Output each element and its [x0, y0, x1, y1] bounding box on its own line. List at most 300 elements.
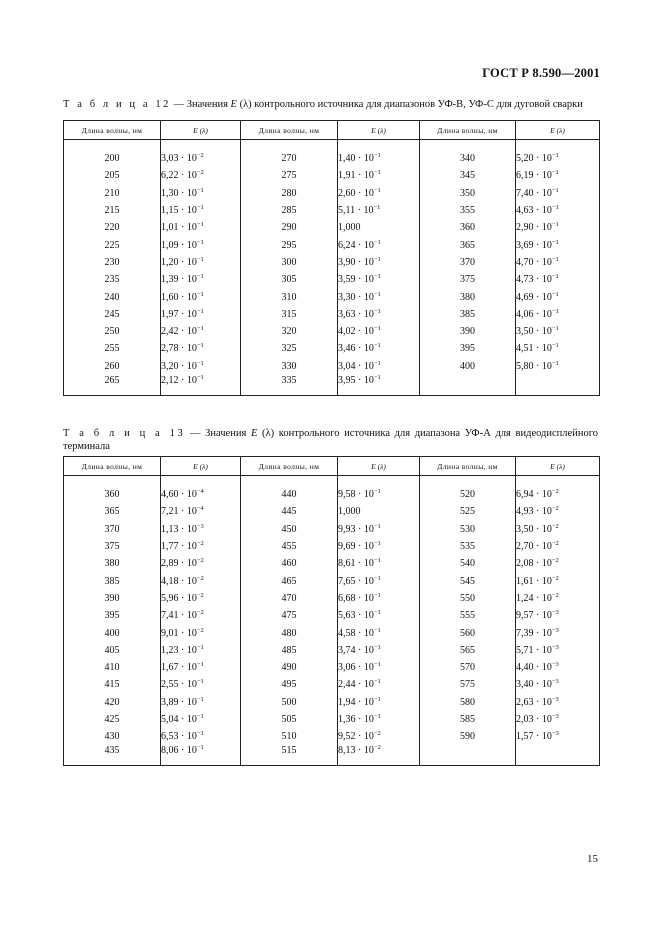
e-lambda-cell — [161, 358, 241, 375]
table-row — [64, 607, 600, 624]
wavelength-cell: 305 — [241, 271, 338, 288]
e-lambda-cell — [338, 745, 420, 766]
e-lambda-cell — [338, 219, 420, 236]
e-lambda-cell — [338, 254, 420, 271]
e-lambda-cell — [338, 694, 420, 711]
e-lambda-exponent: −1 — [196, 695, 204, 703]
e-lambda-mantissa: 7,40 · 10 — [516, 187, 552, 199]
e-lambda-mantissa: 3,04 · 10 — [338, 360, 374, 372]
table-row — [64, 521, 600, 538]
e-lambda-exponent: −2 — [373, 744, 381, 752]
e-lambda-cell — [161, 711, 241, 728]
spacer-cell — [338, 476, 420, 487]
e-lambda-exponent: −2 — [196, 152, 204, 160]
e-lambda-exponent: −2 — [196, 169, 204, 177]
wavelength-cell: 475 — [241, 607, 338, 624]
e-lambda-cell — [161, 555, 241, 572]
e-lambda-mantissa: 4,18 · 10 — [161, 575, 197, 587]
e-lambda-exponent: −1 — [196, 273, 204, 281]
wavelength-cell: 275 — [241, 167, 338, 184]
e-lambda-mantissa: 6,22 · 10 — [161, 170, 197, 182]
wavelength-cell: 270 — [241, 150, 338, 167]
e-lambda-cell — [161, 202, 241, 219]
wavelength-cell: 480 — [241, 624, 338, 641]
e-lambda-mantissa: 2,03 · 10 — [516, 714, 552, 725]
e-lambda-exponent: −1 — [373, 238, 381, 246]
wavelength-cell: 545 — [420, 572, 516, 589]
spacer-cell — [161, 140, 241, 151]
e-lambda-exponent: −2 — [196, 557, 204, 565]
wavelength-cell: 210 — [64, 185, 161, 202]
e-lambda-cell — [338, 659, 420, 676]
e-lambda-cell — [516, 323, 600, 340]
e-lambda-mantissa: 6,24 · 10 — [338, 239, 374, 251]
e-lambda-cell — [338, 271, 420, 288]
wavelength-cell: 220 — [64, 219, 161, 236]
e-lambda-exponent: −1 — [196, 204, 204, 212]
e-lambda-mantissa: 6,53 · 10 — [161, 731, 197, 743]
wavelength-cell: 375 — [420, 271, 516, 288]
e-lambda-exponent: −4 — [196, 505, 204, 513]
wavelength-cell — [420, 375, 516, 396]
e-lambda-cell — [161, 503, 241, 520]
e-lambda-cell — [338, 728, 420, 745]
wavelength-cell: 505 — [241, 711, 338, 728]
e-lambda-cell — [338, 323, 420, 340]
e-lambda-cell — [338, 486, 420, 503]
e-lambda-mantissa: 1,39 · 10 — [161, 274, 197, 286]
e-lambda-exponent: −1 — [196, 359, 204, 367]
e-lambda-mantissa: 1,01 · 10 — [161, 222, 197, 234]
wavelength-cell: 375 — [64, 538, 161, 555]
e-lambda-exponent: −1 — [551, 342, 559, 350]
e-lambda-cell — [516, 288, 600, 305]
table-12-caption — [63, 98, 598, 111]
e-lambda-exponent: −3 — [551, 730, 559, 738]
wavelength-cell: 410 — [64, 659, 161, 676]
e-lambda-cell — [516, 236, 600, 253]
e-lambda-mantissa: 1,000 — [338, 506, 361, 518]
table-body — [64, 140, 600, 396]
table-row — [64, 676, 600, 693]
e-lambda-exponent: −3 — [551, 695, 559, 703]
table-12-label: Т а б л и ц а 12 — [63, 99, 172, 110]
wavelength-cell: 310 — [241, 288, 338, 305]
e-lambda-exponent: −1 — [196, 744, 204, 752]
wavelength-cell: 250 — [64, 323, 161, 340]
e-lambda-cell — [338, 607, 420, 624]
column-header-wavelength: Длина волны, нм — [241, 121, 338, 140]
e-lambda-exponent: −2 — [551, 557, 559, 565]
e-lambda-cell — [516, 624, 600, 641]
table-13 — [63, 456, 600, 766]
e-lambda-mantissa: 9,58 · 10 — [338, 489, 374, 501]
wavelength-cell: 395 — [420, 340, 516, 357]
e-lambda-cell — [161, 150, 241, 167]
table-row — [64, 694, 600, 711]
e-lambda-cell — [161, 642, 241, 659]
e-lambda-exponent: −1 — [196, 290, 204, 298]
e-lambda-mantissa: 4,51 · 10 — [516, 343, 552, 355]
e-lambda-cell — [161, 219, 241, 236]
wavelength-cell — [420, 745, 516, 766]
e-lambda-mantissa: 2,63 · 10 — [516, 696, 552, 708]
spacer-cell — [241, 476, 338, 487]
e-lambda-cell — [338, 676, 420, 693]
e-lambda-cell — [338, 375, 420, 396]
wavelength-cell: 460 — [241, 555, 338, 572]
column-header-wavelength: Длина волны, нм — [241, 457, 338, 476]
e-lambda-exponent: −2 — [551, 488, 559, 496]
e-lambda-cell — [338, 572, 420, 589]
e-lambda-mantissa: 3,90 · 10 — [338, 256, 374, 268]
e-lambda-mantissa: 8,13 · 10 — [338, 745, 374, 757]
table-row — [64, 254, 600, 271]
e-lambda-exponent: −1 — [373, 342, 381, 350]
e-lambda-cell — [161, 185, 241, 202]
e-lambda-mantissa: 7,39 · 10 — [516, 627, 552, 639]
wavelength-cell: 395 — [64, 607, 161, 624]
wavelength-cell: 430 — [64, 728, 161, 745]
wavelength-cell: 585 — [420, 711, 516, 728]
e-lambda-exponent: −3 — [551, 626, 559, 634]
e-lambda-cell — [338, 624, 420, 641]
wavelength-cell: 225 — [64, 236, 161, 253]
e-lambda-exponent: −1 — [373, 574, 381, 582]
table-row — [64, 486, 600, 503]
e-lambda-exponent: −2 — [551, 591, 559, 599]
e-lambda-cell — [516, 572, 600, 589]
wavelength-cell: 230 — [64, 254, 161, 271]
e-lambda-exponent: −2 — [551, 540, 559, 548]
wavelength-cell: 365 — [420, 236, 516, 253]
e-lambda-cell — [516, 711, 600, 728]
e-lambda-exponent: −1 — [551, 238, 559, 246]
wavelength-cell: 360 — [420, 219, 516, 236]
e-lambda-cell — [161, 745, 241, 766]
wavelength-cell: 450 — [241, 521, 338, 538]
e-lambda-exponent: −3 — [551, 609, 559, 617]
e-lambda-cell — [338, 538, 420, 555]
spacer-cell — [420, 140, 516, 151]
e-lambda-mantissa: 4,40 · 10 — [516, 662, 552, 674]
wavelength-cell: 420 — [64, 694, 161, 711]
e-lambda-exponent: −1 — [373, 152, 381, 160]
e-lambda-cell — [516, 486, 600, 503]
wavelength-cell: 565 — [420, 642, 516, 659]
wavelength-cell: 285 — [241, 202, 338, 219]
e-lambda-exponent: −3 — [551, 661, 559, 669]
table-row — [64, 202, 600, 219]
e-lambda-mantissa: 2,78 · 10 — [161, 343, 197, 355]
e-lambda-exponent: −1 — [373, 540, 381, 548]
e-lambda-cell — [338, 521, 420, 538]
e-lambda-cell — [161, 607, 241, 624]
wavelength-cell: 465 — [241, 572, 338, 589]
e-lambda-cell — [161, 728, 241, 745]
e-lambda-exponent: −1 — [196, 643, 204, 651]
e-lambda-mantissa: 1,000 — [338, 222, 361, 234]
e-lambda-cell — [516, 642, 600, 659]
wavelength-cell: 320 — [241, 323, 338, 340]
e-lambda-exponent: −1 — [373, 643, 381, 651]
e-lambda-exponent: −1 — [373, 678, 381, 686]
wavelength-cell: 350 — [420, 185, 516, 202]
e-lambda-cell — [161, 375, 241, 396]
e-lambda-cell — [516, 185, 600, 202]
e-lambda-mantissa: 2,12 · 10 — [161, 374, 197, 386]
table-row — [64, 271, 600, 288]
wavelength-cell: 415 — [64, 676, 161, 693]
column-header-e-lambda: E (λ) — [161, 121, 241, 140]
wavelength-cell: 440 — [241, 486, 338, 503]
wavelength-cell: 380 — [64, 555, 161, 572]
e-lambda-cell — [161, 694, 241, 711]
e-lambda-exponent: −1 — [373, 626, 381, 634]
table-row — [64, 728, 600, 745]
wavelength-cell: 515 — [241, 745, 338, 766]
e-lambda-exponent: −2 — [196, 540, 204, 548]
e-lambda-mantissa: 8,06 · 10 — [161, 745, 197, 757]
e-lambda-cell — [161, 323, 241, 340]
e-lambda-mantissa: 2,42 · 10 — [161, 326, 197, 338]
column-header-e-lambda: E (λ) — [516, 457, 600, 476]
e-lambda-cell — [161, 340, 241, 357]
e-lambda-exponent: −1 — [373, 609, 381, 617]
table-row — [64, 323, 600, 340]
e-lambda-mantissa: 1,30 · 10 — [161, 187, 197, 199]
e-lambda-cell — [516, 538, 600, 555]
e-lambda-exponent: −1 — [373, 169, 381, 177]
wavelength-cell: 400 — [64, 624, 161, 641]
e-lambda-mantissa: 1,77 · 10 — [161, 541, 197, 553]
wavelength-cell: 535 — [420, 538, 516, 555]
e-lambda-exponent: −1 — [373, 713, 381, 720]
e-lambda-exponent: −1 — [196, 661, 204, 669]
e-lambda-mantissa: 2,08 · 10 — [516, 558, 552, 570]
table-12-caption-text-after: (λ) контрольного источника для диапазонов УФ-В, УФ-С для дуговой сварки — [236, 99, 583, 110]
e-lambda-mantissa: 1,13 · 10 — [161, 523, 197, 535]
e-lambda-exponent: −1 — [196, 342, 204, 350]
wavelength-cell: 455 — [241, 538, 338, 555]
e-lambda-mantissa: 9,69 · 10 — [338, 541, 374, 553]
table-row — [64, 659, 600, 676]
e-lambda-mantissa: 9,93 · 10 — [338, 523, 374, 535]
wavelength-cell: 590 — [420, 728, 516, 745]
e-lambda-cell — [516, 607, 600, 624]
column-header-e-lambda: E (λ) — [161, 457, 241, 476]
e-lambda-cell — [161, 624, 241, 641]
wavelength-cell: 380 — [420, 288, 516, 305]
e-lambda-cell — [338, 642, 420, 659]
e-lambda-exponent: −2 — [551, 522, 559, 530]
wavelength-cell: 300 — [241, 254, 338, 271]
table-spacer-row — [64, 140, 600, 151]
e-lambda-exponent: −1 — [551, 221, 559, 229]
e-lambda-cell — [516, 659, 600, 676]
e-lambda-exponent: −1 — [196, 307, 204, 315]
table-row — [64, 306, 600, 323]
e-lambda-cell — [516, 167, 600, 184]
wavelength-cell: 500 — [241, 694, 338, 711]
e-lambda-mantissa: 1,57 · 10 — [516, 731, 552, 743]
e-lambda-mantissa: 9,01 · 10 — [161, 627, 197, 639]
wavelength-cell: 385 — [64, 572, 161, 589]
e-lambda-mantissa: 5,20 · 10 — [516, 153, 552, 165]
table-13-caption-text-before: — Значения — [185, 428, 251, 439]
e-lambda-exponent: −1 — [196, 221, 204, 229]
table-row — [64, 711, 600, 728]
e-lambda-mantissa: 4,60 · 10 — [161, 489, 197, 501]
wavelength-cell: 325 — [241, 340, 338, 357]
e-lambda-mantissa: 3,03 · 10 — [161, 153, 197, 165]
e-lambda-mantissa: 6,19 · 10 — [516, 170, 552, 182]
e-lambda-cell — [161, 271, 241, 288]
spacer-cell — [338, 140, 420, 151]
e-lambda-cell — [338, 288, 420, 305]
e-lambda-cell — [516, 745, 600, 766]
wavelength-cell: 370 — [420, 254, 516, 271]
wavelength-cell: 315 — [241, 306, 338, 323]
e-lambda-mantissa: 4,70 · 10 — [516, 256, 552, 268]
e-lambda-mantissa: 1,97 · 10 — [161, 308, 197, 320]
e-lambda-mantissa: 1,61 · 10 — [516, 575, 552, 587]
table-row — [64, 185, 600, 202]
column-header-e-lambda: E (λ) — [338, 457, 420, 476]
wavelength-cell: 370 — [64, 521, 161, 538]
e-lambda-mantissa: 2,55 · 10 — [161, 679, 197, 691]
e-lambda-exponent: −3 — [551, 643, 559, 651]
e-lambda-cell — [338, 185, 420, 202]
spacer-cell — [161, 476, 241, 487]
e-lambda-exponent: −1 — [196, 373, 204, 381]
e-lambda-mantissa: 3,95 · 10 — [338, 374, 374, 386]
e-lambda-exponent: −1 — [551, 204, 559, 212]
e-lambda-mantissa: 1,94 · 10 — [338, 696, 374, 708]
e-lambda-exponent: −1 — [196, 678, 204, 686]
e-lambda-mantissa: 3,40 · 10 — [516, 679, 552, 691]
e-lambda-exponent: −1 — [373, 695, 381, 703]
e-lambda-cell — [516, 676, 600, 693]
e-lambda-exponent: −1 — [551, 186, 559, 194]
e-lambda-exponent: −2 — [196, 626, 204, 634]
wavelength-cell: 405 — [64, 642, 161, 659]
e-lambda-mantissa: 3,50 · 10 — [516, 326, 552, 338]
e-lambda-mantissa: 9,52 · 10 — [338, 731, 374, 743]
table-spacer-row — [64, 476, 600, 487]
table-13-label: Т а б л и ц а 13 — [63, 428, 186, 439]
e-lambda-cell — [338, 590, 420, 607]
wavelength-cell: 550 — [420, 590, 516, 607]
document-header: ГОСТ Р 8.590—2001 — [482, 66, 600, 80]
wavelength-cell: 390 — [64, 590, 161, 607]
table-13-caption — [63, 427, 598, 453]
e-lambda-mantissa: 1,67 · 10 — [161, 662, 197, 674]
wavelength-cell: 540 — [420, 555, 516, 572]
wavelength-cell: 280 — [241, 185, 338, 202]
e-lambda-cell — [161, 288, 241, 305]
e-lambda-mantissa: 9,57 · 10 — [516, 610, 552, 622]
wavelength-cell: 345 — [420, 167, 516, 184]
e-lambda-cell — [161, 538, 241, 555]
e-lambda-mantissa: 3,69 · 10 — [516, 239, 552, 251]
e-lambda-exponent: −1 — [196, 186, 204, 194]
wavelength-cell: 245 — [64, 306, 161, 323]
e-lambda-cell — [338, 340, 420, 357]
table-header-row — [64, 121, 600, 140]
wavelength-cell: 265 — [64, 375, 161, 396]
table-row — [64, 538, 600, 555]
e-lambda-exponent: −1 — [551, 255, 559, 263]
e-lambda-mantissa: 4,93 · 10 — [516, 506, 552, 518]
e-lambda-cell — [338, 202, 420, 219]
e-lambda-cell — [161, 590, 241, 607]
e-lambda-exponent: −1 — [373, 522, 381, 530]
wavelength-cell: 510 — [241, 728, 338, 745]
e-lambda-mantissa: 1,60 · 10 — [161, 291, 197, 303]
e-lambda-cell — [161, 254, 241, 271]
wavelength-cell: 520 — [420, 486, 516, 503]
e-lambda-exponent: −1 — [373, 359, 381, 367]
e-lambda-exponent: −2 — [196, 609, 204, 617]
wavelength-cell: 200 — [64, 150, 161, 167]
wavelength-cell: 355 — [420, 202, 516, 219]
wavelength-cell: 335 — [241, 375, 338, 396]
e-lambda-mantissa: 1,91 · 10 — [338, 170, 374, 182]
e-lambda-mantissa: 3,06 · 10 — [338, 662, 374, 674]
e-lambda-mantissa: 1,24 · 10 — [516, 592, 552, 604]
e-lambda-mantissa: 3,50 · 10 — [516, 523, 552, 535]
column-header-e-lambda: E (λ) — [516, 121, 600, 140]
wavelength-cell: 290 — [241, 219, 338, 236]
e-lambda-exponent: −1 — [373, 591, 381, 599]
wavelength-cell: 215 — [64, 202, 161, 219]
e-lambda-exponent: −1 — [551, 152, 559, 160]
e-lambda-mantissa: 4,02 · 10 — [338, 326, 374, 338]
e-lambda-exponent: −1 — [196, 713, 204, 720]
e-lambda-exponent: −1 — [373, 661, 381, 669]
e-lambda-cell — [161, 167, 241, 184]
e-lambda-cell — [516, 728, 600, 745]
table-row — [64, 624, 600, 641]
e-lambda-mantissa: 5,11 · 10 — [338, 205, 374, 217]
table-row — [64, 288, 600, 305]
wavelength-cell: 385 — [420, 306, 516, 323]
column-header-wavelength: Длина волны, нм — [64, 457, 161, 476]
table-row — [64, 150, 600, 167]
wavelength-cell: 530 — [420, 521, 516, 538]
e-lambda-mantissa: 6,94 · 10 — [516, 489, 552, 501]
e-lambda-mantissa: 6,68 · 10 — [338, 592, 374, 604]
e-lambda-cell — [516, 219, 600, 236]
wavelength-cell: 560 — [420, 624, 516, 641]
e-lambda-mantissa: 2,90 · 10 — [516, 222, 552, 234]
e-lambda-cell — [516, 375, 600, 396]
wavelength-cell: 360 — [64, 486, 161, 503]
wavelength-cell: 240 — [64, 288, 161, 305]
e-lambda-exponent: −1 — [551, 325, 559, 333]
e-lambda-exponent: −2 — [551, 505, 559, 513]
e-lambda-exponent: −1 — [373, 373, 381, 381]
e-lambda-mantissa: 7,41 · 10 — [161, 610, 197, 622]
e-lambda-cell — [338, 306, 420, 323]
wavelength-cell: 580 — [420, 694, 516, 711]
e-lambda-exponent: −1 — [196, 255, 204, 263]
e-lambda-mantissa: 1,23 · 10 — [161, 644, 197, 656]
wavelength-cell: 330 — [241, 358, 338, 375]
e-lambda-mantissa: 3,63 · 10 — [338, 308, 374, 320]
e-lambda-mantissa: 5,96 · 10 — [161, 592, 197, 604]
